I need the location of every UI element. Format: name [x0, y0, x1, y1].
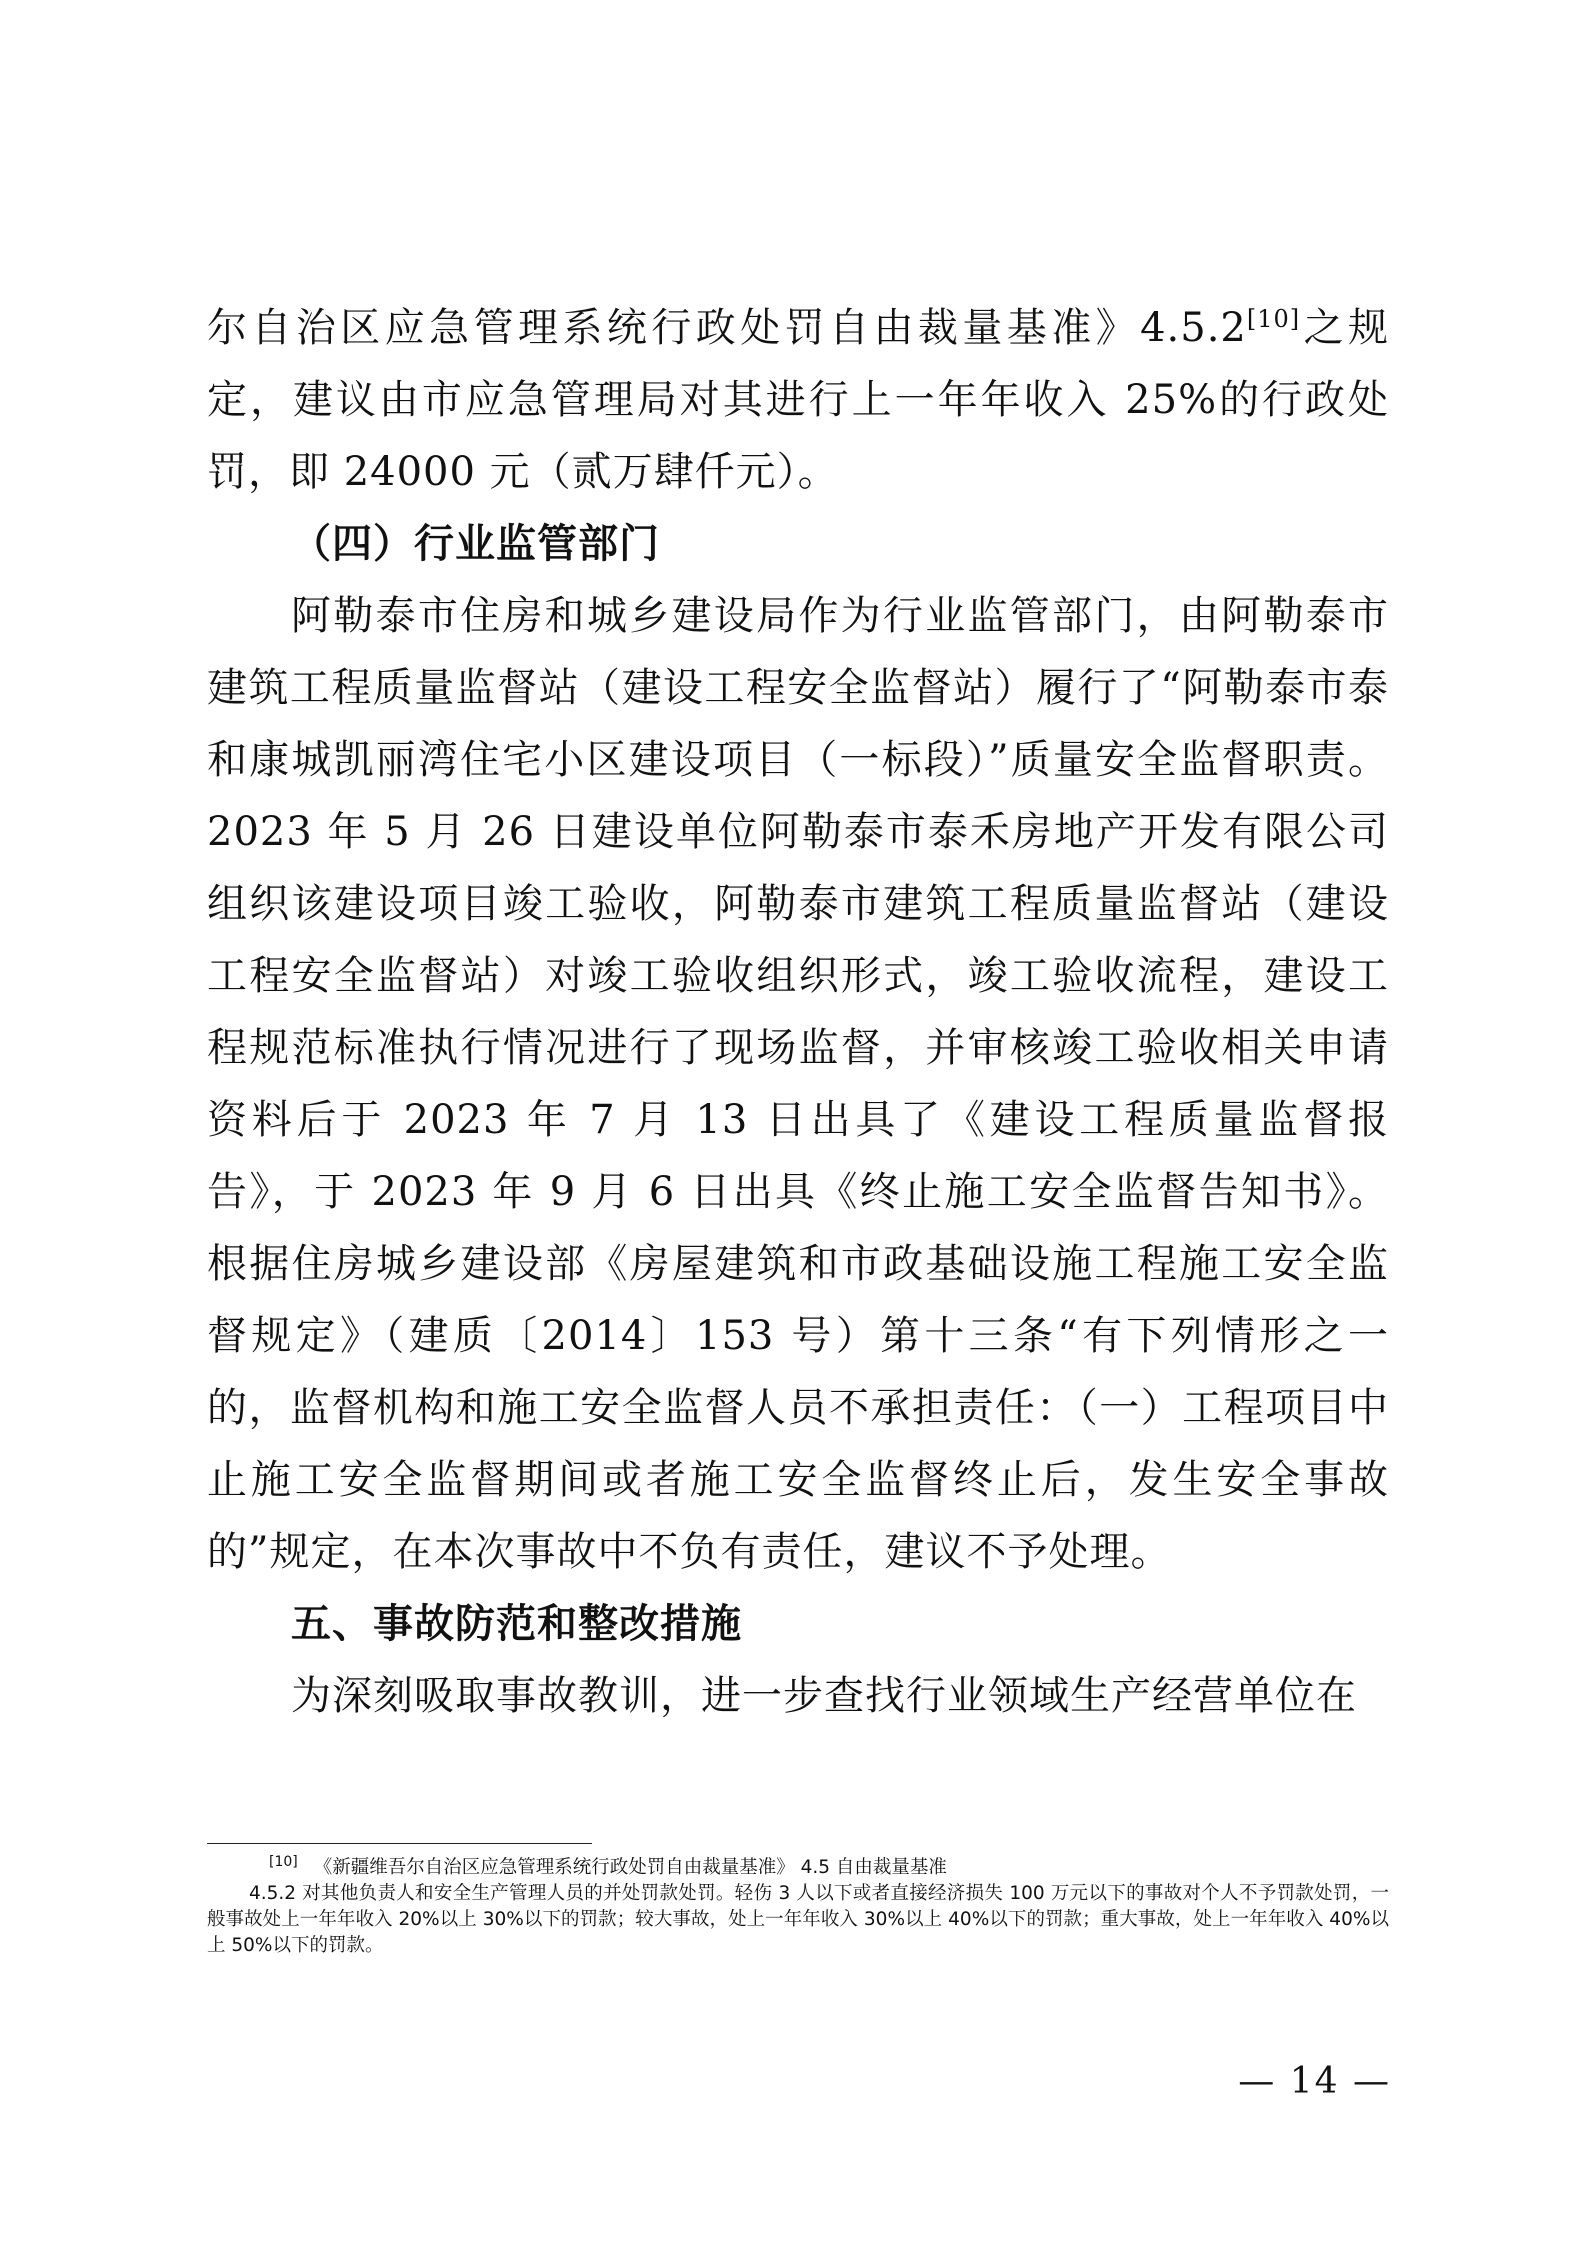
footnote-title: 《新疆维吾尔自治区应急管理系统行政处罚自由裁量基准》 4.5 自由裁量基准 [313, 1857, 947, 1878]
page-number: — 14 — [1238, 2061, 1391, 2102]
footnote-body: 4.5.2 对其他负责人和安全生产管理人员的并处罚款处罚。轻伤 3 人以下或者直接经济损失 100 万元以下的事故对个人不予罚款处罚，一般事故处上一年年收入 20%以上 30%以下的罚款；较大事故，处上一年年收入 30%以上 40%以下的罚款；重大事故，处上一年年收入 40%以上 50%以下的罚款。 [207, 1883, 1389, 1956]
paragraph-supervision: 阿勒泰市住房和城乡建设局作为行业监管部门，由阿勒泰市建筑工程质量监督站（建设工程安全监督站）履行了“阿勒泰市泰和康城凯丽湾住宅小区建设项目（一标段）”质量安全监督职责。2023 年 5 月 26 日建设单位阿勒泰市泰禾房地产开发有限公司组织该建设项目竣工验收，阿勒泰市建筑工程质量监督站（建设工程安全监督站）对竣工验收组织形式，竣工验收流程，建设工程规范标准执行情况进行了现场监督，并审核竣工验收相关申请资料后于 2023 年 7 月 13 日出具了《建设工程质量监督报告》，于 2023 年 9 月 6 日出具《终止施工安全监督告知书》。根据住房城乡建设部《房屋建筑和市政基础设施工程施工安全监督规定》（建质〔2014〕153 号）第十三条“有下列情形之一的，监督机构和施工安全监督人员不承担责任：（一）工程项目中止施工安全监督期间或者施工安全监督终止后，发生安全事故的”规定，在本次事故中不负有责任，建议不予处理。 [207, 593, 1389, 1575]
footnote-mark: [10] [269, 1854, 298, 1870]
section-heading-5: 五、事故防范和整改措施 [291, 1601, 742, 1647]
paragraph-prevention: 为深刻吸取事故教训，进一步查找行业领域生产经营单位在 [291, 1673, 1357, 1719]
footnote-block [207, 1855, 1389, 1959]
footnote-title-line [207, 1855, 1389, 1881]
footnote-reference: [10] [1246, 305, 1301, 333]
paragraph-continued-tail: 之规定，建议由市应急管理局对其进行上一年年收入 25%的行政处罚，即 24000 元（贰万肆仟元）。 [207, 305, 1390, 495]
paragraph-continued-text: 尔自治区应急管理系统行政处罚自由裁量基准》4.5.2 [207, 305, 1247, 351]
main-text [207, 292, 1389, 1732]
footnote-divider [207, 1843, 592, 1844]
paragraph-continued [207, 292, 1389, 508]
section-heading-4: （四）行业监管部门 [291, 521, 660, 567]
